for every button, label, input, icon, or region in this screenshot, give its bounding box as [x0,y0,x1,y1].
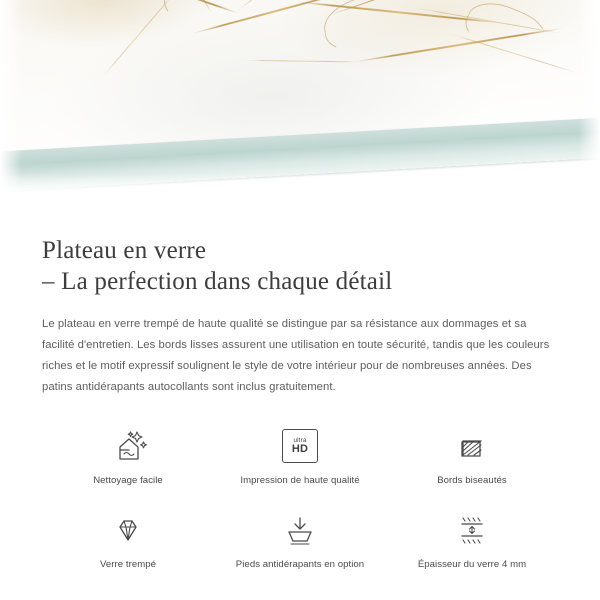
hero-left-fade [0,0,22,200]
feature-label: Impression de haute qualité [240,474,360,486]
feature-item-easy-clean [42,424,214,508]
glass-thickness-icon [450,508,494,552]
page-title-line-1: Plateau en verre [42,236,207,264]
feature-item-tempered-glass [42,508,214,592]
ultra-label: ultra [293,436,307,444]
easy-clean-icon [106,424,150,468]
hd-label: HD [291,442,309,455]
description-paragraph: Le plateau en verre trempé de haute qualité se distingue par sa résistance aux dommages et sa facilité d'entretien. Les bords lisses assurent une utilisation en toute sécurité, tandis que les couleurs riches et le motif expressif soulignent le style de votre intérieur pour de nombreuses années. Des patins antidérapants autocollants sont inclus gratuitement. [42,317,550,393]
feature-label: Pieds antidérapants en option [235,558,365,570]
feature-label: Verre trempé [99,558,157,570]
page-title [42,235,558,297]
feature-label: Nettoyage facile [93,474,163,486]
feature-item-glass-thickness [386,508,558,592]
anti-slip-feet-icon [278,508,322,552]
feature-item-print-quality [214,424,386,508]
ultra-hd-print-icon [282,424,318,468]
feature-label: Bords biseautés [437,474,507,486]
feature-item-anti-slip-feet [214,508,386,592]
hero-image [0,0,600,200]
feature-label: Épaisseur du verre 4 mm [417,558,527,570]
tempered-glass-diamond-icon [106,508,150,552]
content-area [0,200,600,592]
hero-bottom-fade [0,174,600,200]
page-title-line-2: – La perfection dans chaque détail [42,267,393,295]
beveled-edges-icon [450,424,494,468]
feature-item-beveled-edges [386,424,558,508]
feature-grid [42,424,558,592]
hero-right-fade [578,0,600,200]
